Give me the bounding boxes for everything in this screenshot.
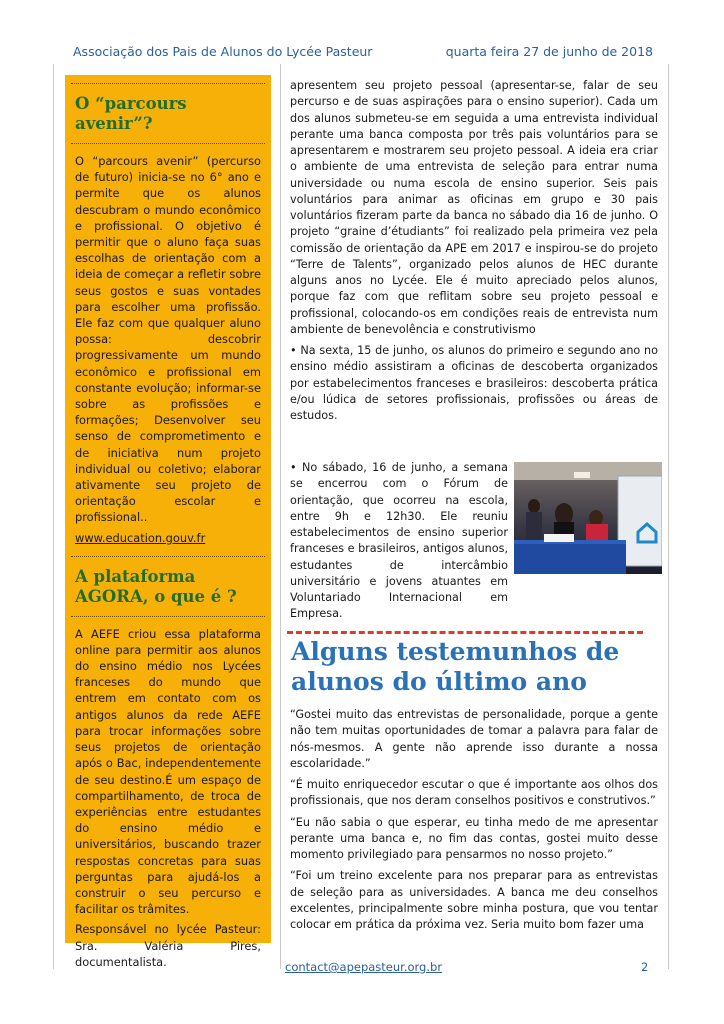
- testimonial-quote: “Eu não sabia o que esperar, eu tinha medo de me apresentar perante uma banca e, no fim das contas, gostei muito desse momento privilegiado para pensarmos no nosso projeto.”: [290, 815, 658, 861]
- dotted-divider: [71, 83, 265, 84]
- main-bullet-friday: • Na sexta, 15 de junho, os alunos do primeiro e segundo ano no ensino médio assistiram a oficinas de descoberta organizados por estabelecimentos franceses e brasileiros: descoberta prática e/ou lúdica de setores profissionais, profissões ou áreas de estudos.: [290, 344, 658, 422]
- main-paragraph-intro: apresentem seu projeto pessoal (apresentar-se, falar de seu percurso e de suas aspirações para o ensino superior). Cada um dos alunos submeteu-se em seguida a uma entrevista individual perante uma banca composta por três pais voluntários para se apresentarem e mostrarem seu projeto pessoal. A ideia era criar o ambiente de uma entrevista de seleção para entrar numa universidade ou numa escola de ensino superior. Seis pais voluntários para animar as oficinas em grupo e 30 pais voluntários fizeram parte da banca no sábado dia 16 de junho. O projeto “graine d’étudiants” foi realizado pela primeira vez pela comissão de orientação da APE em 2017 e inspirou-se do projeto “Terre de Talents”, organizado pelos alunos de HEC durante alguns anos no Lycée. Ele é muito apreciado pelos alunos, porque faz com que reflitam sobre seu projeto pessoal e profissional, colocando-os em condições reais de entrevista num ambiente de benevolência e construtivismo: [290, 79, 658, 336]
- page-number: 2: [641, 960, 649, 974]
- testimonial-quote: “Gostei muito das entrevistas de personalidade, porque a gente não tem muitas oportunidades de tomar a palavra para falar de nós-mesmos. A gente não aprende isso durante a nossa escolaridade.”: [290, 708, 658, 770]
- sidebar-text-parcours-avenir: O “parcours avenir” (percurso de futuro) inicia-se no 6° ano e permite que os alunos descubram o mundo econômico e profissional. O objetivo é permitir que o aluno faça suas escolhas de orientação com a ideia de começar a refletir sobre seus gostos e suas vontades para escolher uma profissão. Ele faz com que qualquer aluno possa: descobrir progressivamente um mundo econômico e profissional em constante evolução; informar-se sobre as profissões e formações; Desenvolver seu senso de comprometimento e de iniciativa num projeto individual ou coletivo; elaborar ativamente seu projeto de orientação escolar e profissional..: [75, 154, 261, 525]
- testimonials-list: [290, 707, 658, 938]
- sidebar-text-agora: A AEFE criou essa plataforma online para permitir aos alunos do ensino médio nos Lycées franceses do mundo que entrem em contato com os antigos alunos da rede AEFE para trocar informações sobre seus projetos de orientação após o Bac, independentemente de seu destino.É um espaço de compartilhamento, de troca de experiências entre estudantes do ensino médio e universitários, buscando trazer respostas concretas para suas perguntas para ajudá-los a construir o seu percurso e facilitar os trâmites.: [75, 626, 261, 917]
- sidebar-heading-agora: A plataforma AGORA, o que é ?: [75, 566, 237, 606]
- main-column: [290, 78, 658, 429]
- dotted-divider: [71, 616, 265, 617]
- testimonials-title: Alguns testemunhos de alunos do último ano: [291, 637, 620, 696]
- header-date: quarta feira 27 de junho de 2018: [445, 44, 653, 59]
- dashed-separator: [287, 631, 643, 634]
- testimonial-quote: “Foi um treino excelente para nos preparar para as entrevistas de seleção para as universidades. A banca me deu conselhos excelentes, principalmente sobre minha postura, que vou tentar colocar em prática da próxima vez. Seria muito bom fazer uma: [290, 869, 658, 931]
- footer-contact-email[interactable]: contact@apepasteur.org.br: [285, 960, 443, 974]
- sidebar-box: [65, 75, 271, 969]
- dotted-divider: [71, 143, 265, 144]
- header-association-name: Associação dos Pais de Alunos do Lycée Pasteur: [73, 44, 373, 59]
- sidebar-heading-parcours-avenir: O “parcours avenir”?: [75, 94, 187, 133]
- column-divider-right: [668, 64, 669, 969]
- sidebar-responsible: Responsável no lycée Pasteur: Sra. Valéria Pires, documentalista.: [75, 922, 261, 969]
- education-link[interactable]: www.education.gouv.fr: [75, 530, 206, 545]
- column-divider-middle: [280, 64, 281, 969]
- column-divider-left: [53, 64, 54, 969]
- forum-photo: [514, 462, 662, 574]
- main-bullet-saturday: • No sábado, 16 de junho, a semana se encerrou com o Fórum de orientação, que ocorreu na escola, entre 9h e 12h30. Ele reuniu estabelecimentos de ensino superior franceses e brasileiros, antigos alunos, estudantes de intercâmbio universitário e jovens atuantes em Voluntariado Internacional em Empresa.: [290, 461, 508, 621]
- dotted-divider: [71, 556, 265, 557]
- testimonial-quote: “É muito enriquecedor escutar o que é importante aos olhos dos profissionais, que nos deram conselhos positivos e construtivos.”: [290, 778, 658, 808]
